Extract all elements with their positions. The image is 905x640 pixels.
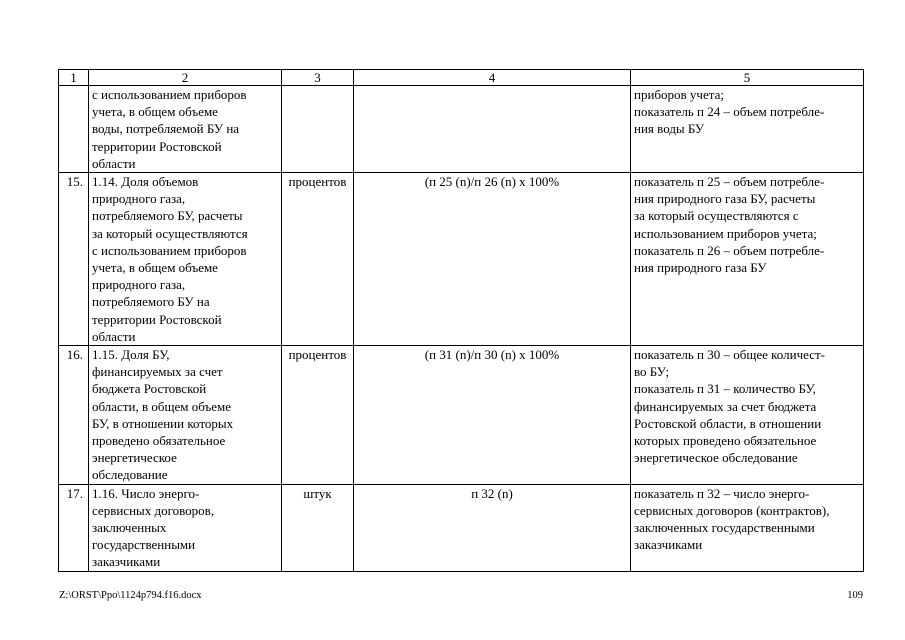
text-line: заключенных государственными (634, 520, 815, 536)
text-line: бюджета Ростовской (92, 381, 207, 397)
text-line: сервисных договоров, (92, 502, 215, 518)
text-line: финансируемых за счет (92, 364, 223, 380)
description-cell (631, 484, 864, 571)
text-line: с использованием приборов (92, 242, 247, 258)
column-header-2: 2 (89, 70, 282, 86)
text-line: приборов учета; (634, 87, 724, 102)
document-path: Z:\ORST\Ppo\1124p794.f16.docx (59, 590, 202, 601)
row-number (59, 86, 89, 173)
row-number: 15. (59, 173, 89, 346)
text-line: государственными (92, 537, 196, 553)
text-line: финансируемых за счет бюджета (634, 398, 817, 414)
indicator-name (89, 86, 282, 173)
text-line: области, в общем объеме (92, 398, 231, 414)
text-line: заказчиками (92, 554, 161, 570)
text-line: 1.16. Число энерго- (92, 485, 200, 501)
column-header-5: 5 (631, 70, 864, 86)
formula-cell: (п 31 (n)/п 30 (n) х 100% (354, 346, 631, 485)
text-line: потребляемого БУ, расчеты (92, 208, 243, 224)
text-line: за который осуществляются с (634, 208, 799, 224)
text-line: учета, в общем объеме (92, 104, 218, 120)
text-line: воды, потребляемой БУ на (92, 121, 240, 137)
description-cell (631, 173, 864, 346)
description-cell (631, 86, 864, 173)
unit-cell: процентов (282, 173, 354, 346)
table-body (59, 86, 864, 572)
text-line: заключенных (92, 520, 167, 536)
text-line: показатель п 31 – количество БУ, (634, 381, 816, 397)
text-line: учета, в общем объеме (92, 260, 218, 276)
text-line: потребляемого БУ на (92, 294, 210, 310)
text-line: области (92, 328, 136, 344)
text-line: во БУ; (634, 364, 670, 380)
table-row (59, 86, 864, 173)
text-line: Ростовской области, в отношении (634, 415, 822, 431)
text-line: заказчиками (634, 537, 703, 553)
unit-cell (282, 86, 354, 173)
text-line: ния природного газа БУ, расчеты (634, 191, 816, 207)
text-line: с использованием приборов (92, 87, 247, 102)
text-line: энергетическое обследование (634, 450, 798, 466)
formula-cell: (п 25 (n)/п 26 (n) х 100% (354, 173, 631, 346)
text-line: энергетическое (92, 450, 177, 466)
text-line: показатель п 25 – объем потребле- (634, 174, 825, 190)
text-line: показатель п 30 – общее количест- (634, 347, 825, 363)
text-line: показатель п 24 – объем потребле- (634, 104, 825, 120)
text-line: показатель п 26 – объем потребле- (634, 242, 825, 258)
text-line: природного газа, (92, 277, 186, 293)
indicator-name (89, 484, 282, 571)
column-header-1: 1 (59, 70, 89, 86)
text-line: за который осуществляются (92, 225, 248, 241)
row-number: 16. (59, 346, 89, 485)
text-line: использованием приборов учета; (634, 225, 817, 241)
text-line: обследование (92, 467, 168, 483)
page-number: 109 (847, 590, 863, 601)
column-header-4: 4 (354, 70, 631, 86)
text-line: ния воды БУ (634, 121, 705, 137)
formula-cell (354, 86, 631, 173)
table-header-row (59, 70, 864, 86)
document-table (58, 69, 864, 572)
table-row (59, 346, 864, 485)
text-line: сервисных договоров (контрактов), (634, 502, 830, 518)
text-line: которых проведено обязательное (634, 433, 817, 449)
text-line: природного газа, (92, 191, 186, 207)
text-line: территории Ростовской (92, 138, 222, 154)
indicator-name (89, 173, 282, 346)
text-line: области (92, 155, 136, 171)
text-line: проведено обязательное (92, 433, 226, 449)
row-number: 17. (59, 484, 89, 571)
unit-cell: штук (282, 484, 354, 571)
description-cell (631, 346, 864, 485)
text-line: БУ, в отношении которых (92, 415, 234, 431)
unit-cell: процентов (282, 346, 354, 485)
text-line: 1.15. Доля БУ, (92, 347, 170, 363)
text-line: показатель п 32 – число энерго- (634, 485, 810, 501)
text-line: ния природного газа БУ (634, 260, 767, 276)
text-line: территории Ростовской (92, 311, 222, 327)
indicator-name (89, 346, 282, 485)
table-row (59, 173, 864, 346)
column-header-3: 3 (282, 70, 354, 86)
formula-cell: п 32 (n) (354, 484, 631, 571)
table-row (59, 484, 864, 571)
text-line: 1.14. Доля объемов (92, 174, 199, 190)
